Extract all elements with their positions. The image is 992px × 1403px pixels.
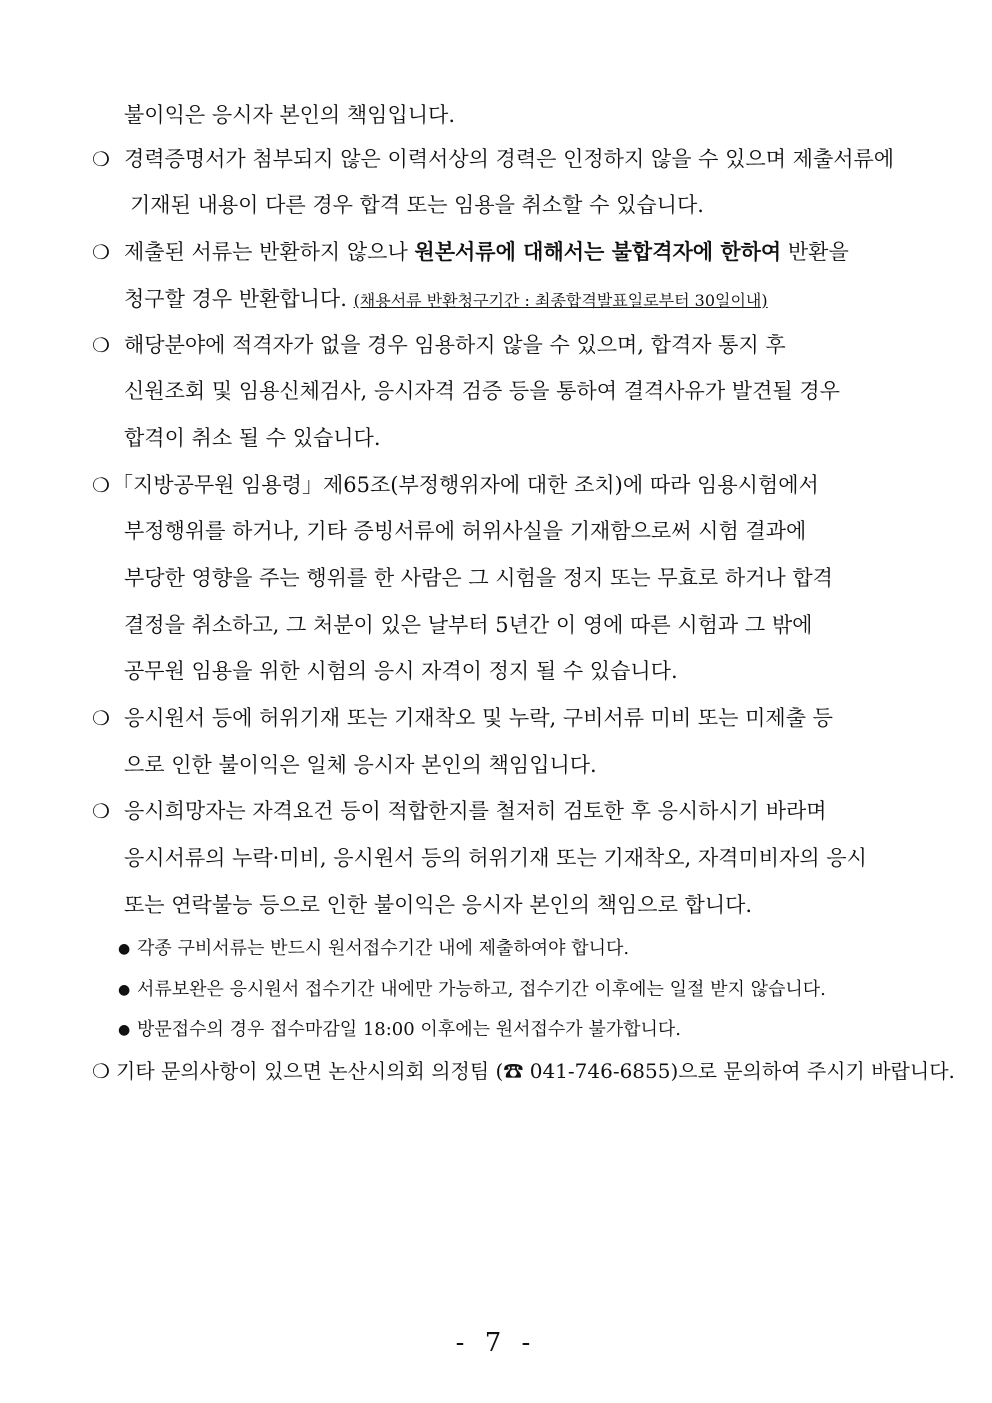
text-line: 응시서류의 누락·미비, 응시원서 등의 허위기재 또는 기재착오, 자격미비자의 응시 <box>124 846 867 870</box>
sub-item: 방문접수의 경우 접수마감일 18:00 이후에는 원서접수가 불가합니다. <box>137 1019 682 1040</box>
text-line: 「지방공무원 임용령」제65조(부정행위자에 대한 조치)에 따라 임용시험에서 <box>112 473 819 497</box>
text-line: 으로 인한 불이익은 일체 응시자 본인의 책임입니다. <box>124 753 597 777</box>
sub-item: 각종 구비서류는 반드시 원서접수기간 내에 제출하여야 합니다. <box>137 938 630 959</box>
text-line <box>116 1057 955 1085</box>
page-number: - 7 - <box>455 1328 537 1358</box>
text-line: 응시희망자는 자격요건 등이 적합한지를 철저히 검토한 후 응시하시기 바라며 <box>124 799 827 823</box>
text-line: 경력증명서가 첨부되지 않은 이력서상의 경력은 인정하지 않을 수 있으며 제출서류에 <box>124 147 895 171</box>
text-segment: 제출된 서류는 반환하지 않으나 <box>124 240 415 264</box>
return-period-note: (채용서류 반환청구기간 : 최종합격발표일로부터 30일이내) <box>353 291 768 310</box>
emphasis-text: 원본서류에 대해서는 불합격자에 한하여 <box>414 239 782 264</box>
text-line: 또는 연락불능 등으로 인한 불이익은 응시자 본인의 책임으로 합니다. <box>124 893 753 917</box>
text-line: 부당한 영향을 주는 행위를 한 사람은 그 시험을 정지 또는 무효로 하거나 합격 <box>124 566 833 590</box>
bullet-icon: ❍ <box>92 147 110 171</box>
text-segment: 041-746-6855)으로 문의하여 주시기 바랍니다. <box>523 1059 955 1083</box>
text-line <box>124 238 849 266</box>
bullet-icon: ❍ <box>92 333 110 357</box>
bullet-icon: ❍ <box>92 1059 110 1083</box>
bullet-icon: ❍ <box>92 473 110 497</box>
text-line: 공무원 임용을 위한 시험의 응시 자격이 정지 될 수 있습니다. <box>124 659 678 683</box>
bullet-icon: ❍ <box>92 706 110 730</box>
text-line: 해당분야에 적격자가 없을 경우 임용하지 않을 수 있으며, 합격자 통지 후 <box>124 333 786 357</box>
text-line: 불이익은 응시자 본인의 책임입니다. <box>124 103 455 127</box>
text-line: 결정을 취소하고, 그 처분이 있은 날부터 5년간 이 영에 따른 시험과 그 밖에 <box>124 613 813 637</box>
sub-item: 서류보완은 응시원서 접수기간 내에만 가능하고, 접수기간 이후에는 일절 받지 않습니다. <box>137 979 826 1000</box>
text-segment: 반환을 <box>781 240 849 264</box>
dot-bullet-icon: ● <box>118 982 131 998</box>
bullet-icon: ❍ <box>92 240 110 264</box>
dot-bullet-icon: ● <box>118 1022 131 1038</box>
text-segment: 청구할 경우 반환합니다. <box>124 287 354 311</box>
text-line: 기재된 내용이 다른 경우 합격 또는 임용을 취소할 수 있습니다. <box>130 193 704 217</box>
bullet-icon: ❍ <box>92 799 110 823</box>
text-line: 부정행위를 하거나, 기타 증빙서류에 허위사실을 기재함으로써 시험 결과에 <box>124 519 807 543</box>
text-line <box>124 285 768 315</box>
text-line: 신원조회 및 임용신체검사, 응시자격 검증 등을 통하여 결격사유가 발견될 경우 <box>124 379 840 403</box>
text-line: 합격이 취소 될 수 있습니다. <box>124 426 381 450</box>
text-segment: 기타 문의사항이 있으면 논산시의회 의정팀 ( <box>116 1059 504 1083</box>
text-line: 응시원서 등에 허위기재 또는 기재착오 및 누락, 구비서류 미비 또는 미제출 등 <box>124 706 833 730</box>
phone-icon: ☎ <box>503 1059 524 1083</box>
dot-bullet-icon: ● <box>118 941 131 957</box>
